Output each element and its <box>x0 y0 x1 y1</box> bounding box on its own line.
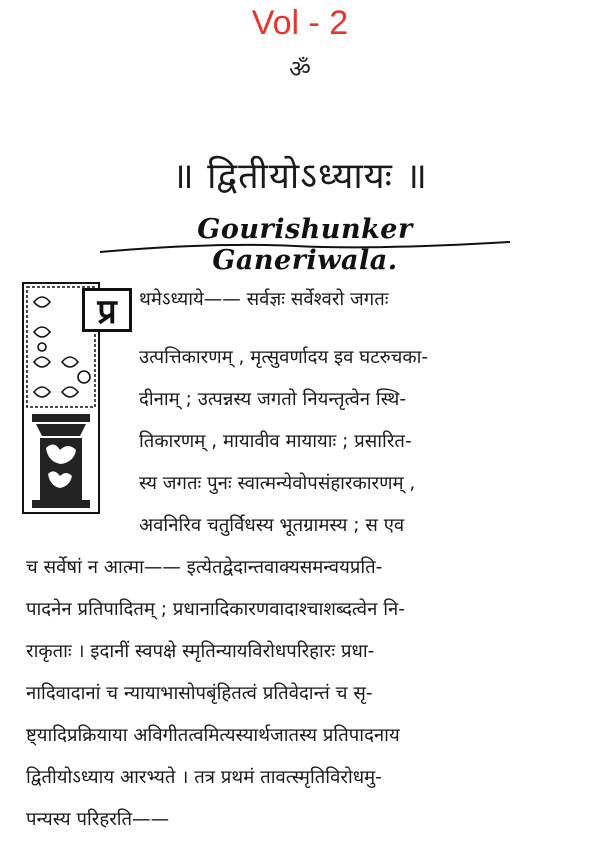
om-symbol: ॐ <box>289 55 311 83</box>
text-line-12: द्वितीयोऽध्याय आरभ्यते । तत्र प्रथमं तावत्स्मृतिविरोधमु- <box>26 767 382 788</box>
handwritten-signature: Gourishunker Ganeriwala. <box>197 214 413 276</box>
text-line-7: च सर्वेषां न आत्मा—— इत्येतद्वेदान्तवाक्यसमन्वयप्रति- <box>26 557 383 578</box>
chapter-heading: ॥ द्वितीयोऽध्यायः ॥ <box>172 156 428 197</box>
text-line-3: दीनाम् ; उत्पन्नस्य जगतो नियन्तृत्वेन स्थि- <box>139 389 407 410</box>
volume-label: Vol - 2 <box>251 4 349 42</box>
dropcap-letter: प्र <box>82 288 132 332</box>
text-line-13: पन्यस्य परिहरति—— <box>26 809 170 830</box>
text-line-8: पादनेन प्रतिपादितम् ; प्रधानादिकारणवादाश्चाशब्दत्वेन नि- <box>26 599 405 620</box>
text-line-2: उत्पत्तिकारणम् , मृत्सुवर्णादय इव घटरुचका- <box>139 347 429 368</box>
text-line-1: थमेऽध्याये—— सर्वज्ञः सर्वेश्वरो जगतः <box>139 289 389 310</box>
text-line-10: नादिवादानां च न्यायाभासोपबृंहितत्वं प्रतिवेदान्तं च सृ- <box>26 683 373 704</box>
text-line-6: अवनिरिव चतुर्विधस्य भूतग्रामस्य ; स एव <box>139 515 405 536</box>
text-line-5: स्य जगतः पुनः स्वात्मन्येवोपसंहारकारणम् , <box>139 473 416 494</box>
text-line-4: तिकारणम् , मायावीव मायायाः ; प्रसारित- <box>139 431 412 452</box>
text-line-11: ष्ट्यादिप्रक्रियाया अविगीतत्वमित्यस्यार्थजातस्य प्रतिपादनाय <box>26 725 400 746</box>
text-line-9: राकृताः । इदानीं स्वपक्षे स्मृतिन्यायविरोधपरिहारः प्रधा- <box>26 641 375 662</box>
